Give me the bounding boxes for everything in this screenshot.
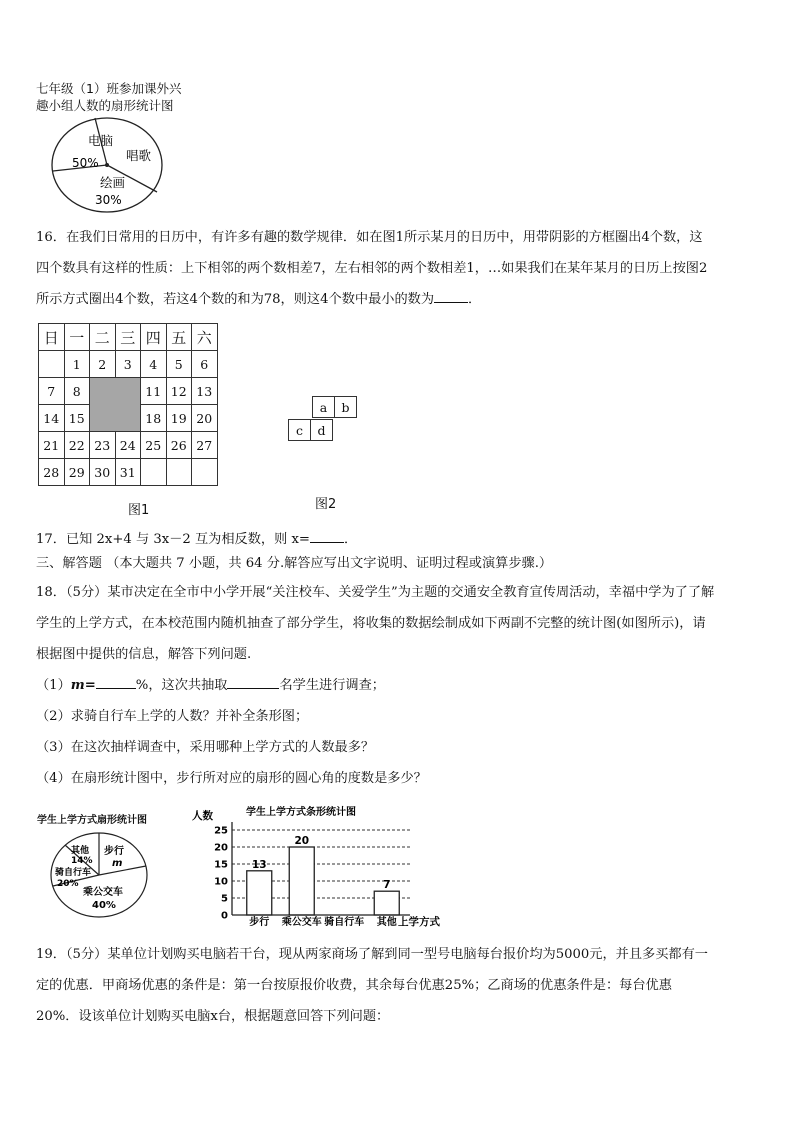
bar-chart-xlabel: 上学方式 [398,916,440,928]
bar-chart [190,800,450,935]
pie1-chart [50,115,165,215]
calendar-header: 五 [166,324,192,351]
pie2-chart [49,830,149,920]
q18-sub4: （4）在扇形统计图中，步行所对应的扇形的圆心角的度数是多少？ [36,771,427,786]
bar-value-label: 13 [251,858,267,871]
bar-category-label: 步行 [249,917,270,928]
fig1-label: 图1 [128,503,150,518]
calendar-cell: 3 [115,351,141,378]
calendar-cell: 22 [64,432,90,459]
q16-line3-text: 所示方式圈出4个数，若这4个数的和为78，则这4个数中最小的数为 [36,292,435,307]
calendar-cell [141,459,167,486]
calendar-row [39,378,218,405]
q18-sub1 [36,673,758,699]
calendar-cell [39,351,65,378]
fig2-cell-b: b [335,397,357,418]
bar-value-label: 20 [294,835,310,847]
fig2-cell-a: a [313,397,335,418]
pie1-value-2: 30% [95,193,122,207]
calendar-cell: 19 [166,405,192,432]
calendar-cell: 25 [141,432,167,459]
calendar-header: 日 [39,324,65,351]
fig2-cell-c: c [289,420,311,441]
calendar-row [39,432,218,459]
q16-line3 [36,287,758,313]
bar-ytick-label: 5 [221,893,228,905]
q16-line3-end: ． [468,292,482,307]
calendar-header: 一 [64,324,90,351]
calendar-header: 四 [141,324,167,351]
q18-line3: 根据图中提供的信息，解答下列问题. [36,647,252,662]
calendar-header: 二 [90,324,116,351]
pie2-title: 学生上学方式扇形统计图 [37,815,147,826]
calendar-cell: 2 [90,351,116,378]
calendar-cell: 11 [141,378,167,405]
calendar-cell: 15 [64,405,90,432]
pie2-value-3: 14% [71,856,93,866]
q18-sub3: （3）在这次抽样调查中，采用哪种上学方式的人数最多？ [36,740,375,755]
fig2-bottom-row [288,419,333,441]
q19-line1: 19．（5分）某单位计划购买电脑若干台，现从两家商场了解到同一型号电脑每台报价均为5000元，并且多买都有一 [36,947,708,962]
bar-ytick-label: 10 [214,876,228,888]
calendar-cell: 18 [141,405,167,432]
pie1-title [36,80,181,114]
q16-answer-blank [434,288,468,303]
bar-ytick-label: 20 [214,842,228,854]
calendar-cell: 4 [141,351,167,378]
bar-ytick-label: 25 [214,825,228,837]
calendar-shaded-box [90,378,141,432]
calendar-cell: 8 [64,378,90,405]
bar-0 [247,871,272,915]
pie2-label-3: 其他 [71,846,90,856]
bar-ytick-label: 15 [214,859,228,871]
bar-category-label: 乘公交车 [281,917,322,928]
fig2-label: 图2 [315,497,337,512]
pie1-title-line1: 七年级（1）班参加课外兴 [36,81,182,96]
bar-value-label: 7 [383,879,391,892]
pie1-label-1: 唱歌 [126,148,152,163]
calendar-cell: 23 [90,432,116,459]
calendar-cell: 1 [64,351,90,378]
q18-sub1-mid: %，这次共抽取 [135,678,228,693]
calendar-cell: 13 [192,378,218,405]
bar-chart-ylabel: 人数 [192,810,213,822]
q16-line2: 四个数具有这样的性质：上下相邻的两个数相差7，左右相邻的两个数相差1，…如果我们在某年某月的日历上按图2 [36,261,708,276]
bar-3 [374,891,399,915]
pie2-value-2: 20% [57,879,79,889]
q16-line1: 16．在我们日常用的日历中，有许多有趣的数学规律．如在图1所示某月的日历中，用带阴影的方框圈出4个数，这 [36,230,703,245]
q18-sub1-end: 名学生进行调查； [279,678,385,693]
q18-m-blank [96,674,136,689]
q18-line1: 18．（5分）某市决定在全市中小学开展“关注校车、关爱学生”为主题的交通安全教育宣传周活动，幸福中学为了了解 [36,585,715,600]
pie2-value-0: m [112,858,123,869]
pie1-label-0: 电脑 [88,133,114,148]
pie2-divider-b [99,866,146,875]
pie2-label-2: 骑自行车 [55,868,92,878]
bar-chart-title: 学生上学方式条形统计图 [246,807,356,818]
calendar-cell: 24 [115,432,141,459]
calendar-header-row [39,324,218,351]
calendar-cell: 28 [39,459,65,486]
calendar-cell: 7 [39,378,65,405]
calendar-cell: 20 [192,405,218,432]
calendar-cell [166,459,192,486]
q17-answer-blank [310,528,344,543]
pie1-title-line2: 趣小组人数的扇形统计图 [36,98,174,113]
pie2-label-1: 乘公交车 [83,887,123,898]
q17-text: 17．已知 2x+4 与 3x－2 互为相反数，则 x= [36,532,310,547]
fig2-cell-d: d [311,420,333,441]
calendar-cell: 12 [166,378,192,405]
calendar-cell: 26 [166,432,192,459]
q17 [36,527,758,553]
calendar-header: 三 [115,324,141,351]
q18-sub2: （2）求骑自行车上学的人数？并补全条形图； [36,709,309,724]
fig2-top-row [312,396,357,418]
bar-category-label: 骑自行车 [324,917,365,928]
calendar-figure [38,323,218,486]
q18-sub1-prefix: （1） [36,678,71,693]
calendar-cell: 29 [64,459,90,486]
section3-heading: 三、解答题 （本大题共 7 小题，共 64 分.解答应写出文字说明、证明过程或演算步骤.） [36,556,553,571]
pie1-value-0: 50% [72,156,99,170]
calendar-header: 六 [192,324,218,351]
calendar-cell: 27 [192,432,218,459]
calendar-row [39,459,218,486]
q17-end: ． [343,532,358,547]
bar-1 [289,847,314,915]
bar-category-label: 其他 [376,917,397,928]
q19-line2: 定的优惠．甲商场优惠的条件是：第一台按原报价收费，其余每台优惠25%；乙商场的优惠条件是：每台优惠 [36,978,672,993]
calendar-cell: 31 [115,459,141,486]
q18-count-blank [227,674,279,689]
q18-sub1-m: m [70,678,85,693]
pie1-label-2: 绘画 [100,175,126,190]
pie2-value-1: 40% [92,900,116,911]
calendar-cell: 21 [39,432,65,459]
calendar-cell: 6 [192,351,218,378]
calendar-cell: 5 [166,351,192,378]
calendar-cell: 30 [90,459,116,486]
pie2-label-0: 步行 [104,846,124,857]
calendar-cell [192,459,218,486]
calendar-cell: 14 [39,405,65,432]
q19-line3: 20%．设该单位计划购买电脑x台，根据题意回答下列问题： [36,1009,390,1024]
calendar-row [39,351,218,378]
q18-line2: 学生的上学方式，在本校范围内随机抽查了部分学生，将收集的数据绘制成如下两副不完整的统计图(如图所示)，请 [36,616,706,631]
bar-ytick-label: 0 [221,910,228,922]
q18-sub1-eq: = [84,678,96,693]
